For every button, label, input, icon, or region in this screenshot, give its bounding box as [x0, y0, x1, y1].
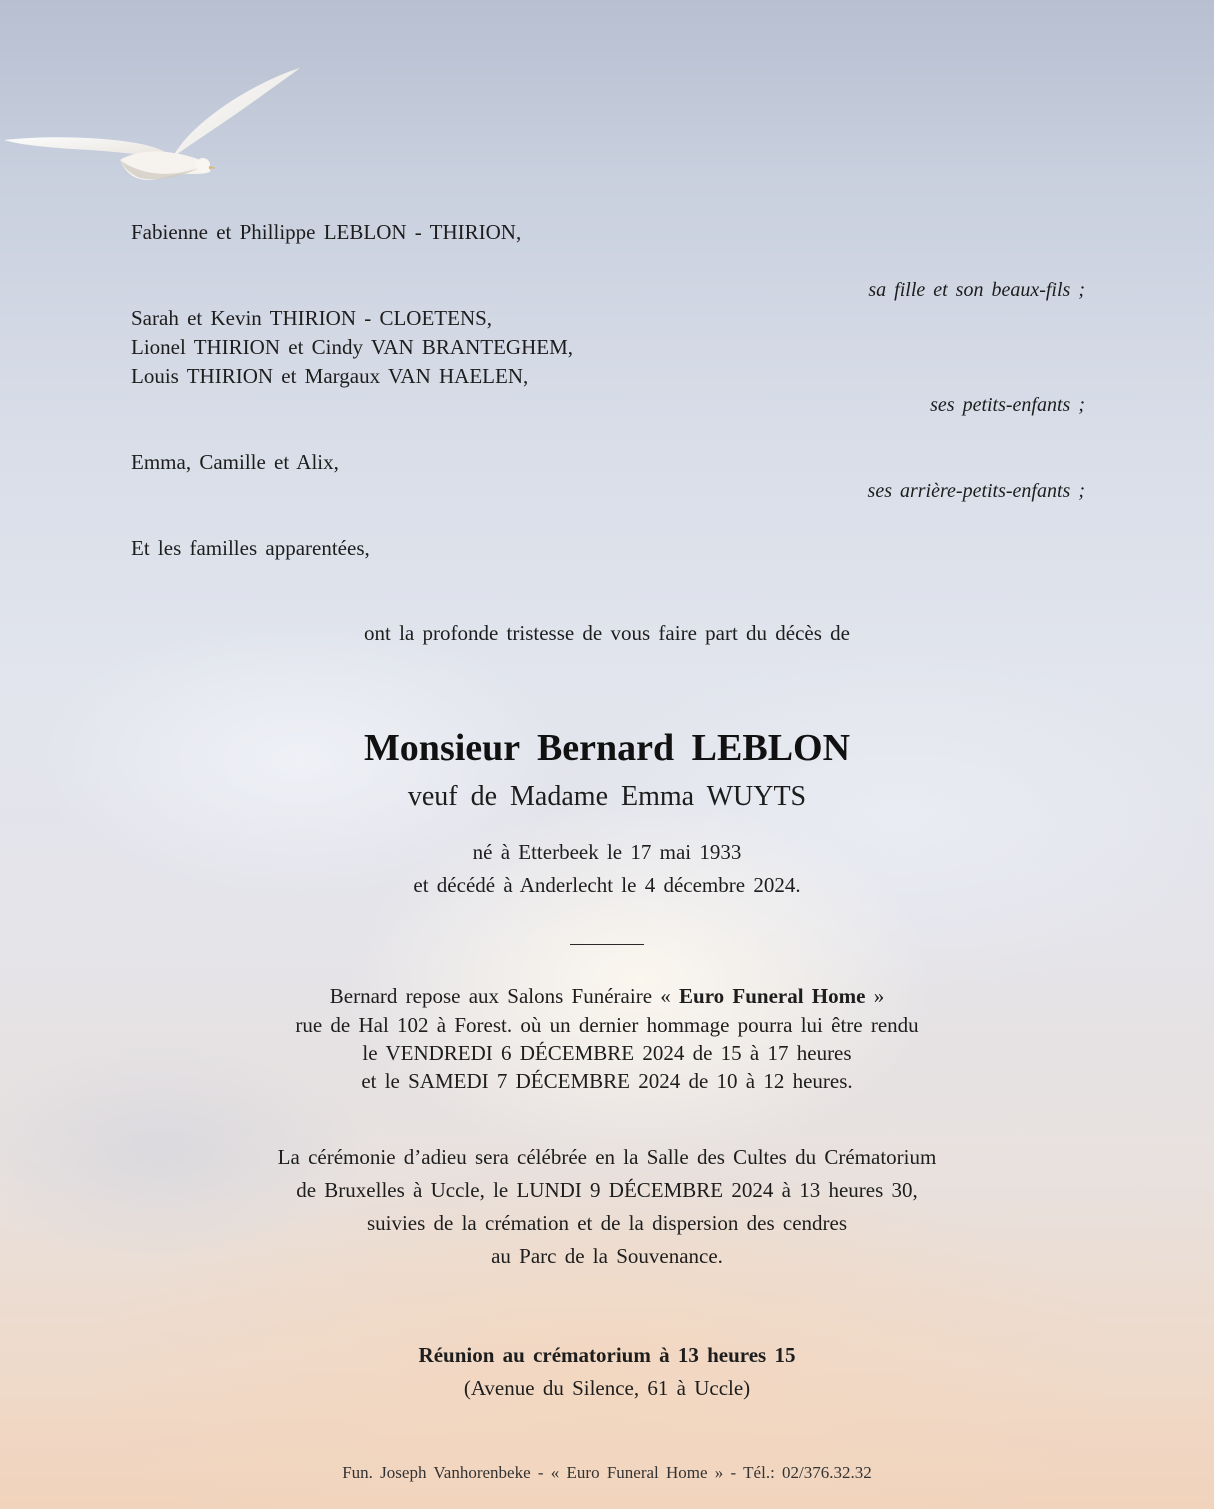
announcement-text: ont la profonde tristesse de vous faire part du décès de — [363, 621, 850, 645]
birth-info: né à Etterbeek le 17 mai 1933 — [472, 840, 742, 864]
viewing-line-2: rue de Hal 102 à Forest. où un dernier hommage pourra lui être rendu — [295, 1013, 919, 1037]
viewing-line-1-end: » — [865, 984, 885, 1008]
death-info: et décédé à Anderlecht le 4 décembre 2024. — [413, 873, 801, 897]
ceremony-line-2: de Bruxelles à Uccle, le LUNDI 9 DÉCEMBRE 2024 à 13 heures 30, — [296, 1178, 918, 1202]
related-families: Et les familles apparentées, — [131, 536, 370, 560]
grandchildren-name-1: Sarah et Kevin THIRION - CLOETENS, — [131, 306, 493, 330]
great-grandchildren-relation: ses arrière-petits-enfants ; — [867, 480, 1085, 502]
meeting-title: Réunion au crématorium à 13 heures 15 — [418, 1343, 796, 1367]
viewing-line-1 — [0, 982, 1214, 1011]
widower-of: veuf de Madame Emma WUYTS — [407, 781, 807, 812]
great-grandchildren-names: Emma, Camille et Alix, — [131, 450, 339, 474]
funeral-home-name: Euro Funeral Home — [679, 984, 866, 1008]
footer-contact: Fun. Joseph Vanhorenbeke - « Euro Funeral Home » - Tél.: 02/376.32.32 — [342, 1463, 872, 1482]
viewing-line-3: le VENDREDI 6 DÉCEMBRE 2024 de 15 à 17 heures — [362, 1041, 852, 1065]
meeting-address: (Avenue du Silence, 61 à Uccle) — [463, 1376, 751, 1400]
grandchildren-name-2: Lionel THIRION et Cindy VAN BRANTEGHEM, — [131, 335, 573, 359]
ceremony-line-1: La cérémonie d’adieu sera célébrée en la Salle des Cultes du Crématorium — [277, 1145, 937, 1169]
grandchildren-name-3: Louis THIRION et Margaux VAN HAELEN, — [131, 364, 529, 388]
children-names: Fabienne et Phillippe LEBLON - THIRION, — [131, 220, 522, 244]
viewing-line-4: et le SAMEDI 7 DÉCEMBRE 2024 de 10 à 12 heures. — [361, 1069, 853, 1093]
separator-rule — [570, 944, 644, 945]
viewing-line-1-start: Bernard repose aux Salons Funéraire « — [329, 984, 680, 1008]
children-relation: sa fille et son beaux-fils ; — [868, 279, 1085, 301]
ceremony-line-4: au Parc de la Souvenance. — [491, 1244, 723, 1268]
ceremony-line-3: suivies de la crémation et de la dispersion des cendres — [366, 1211, 848, 1235]
deceased-name: Monsieur Bernard LEBLON — [363, 727, 851, 769]
grandchildren-relation: ses petits-enfants ; — [930, 394, 1085, 416]
seagull-icon — [0, 60, 320, 200]
